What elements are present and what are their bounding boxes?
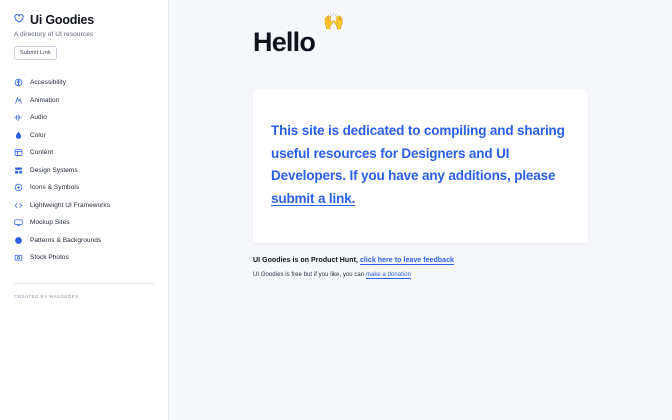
sidebar-credit: CREATED BY WASSEDEV xyxy=(14,293,79,299)
sidebar-item-label: Lightweight UI Frameworks xyxy=(30,201,110,209)
design-systems-icon xyxy=(14,166,23,175)
submit-link-button[interactable]: Submit Link xyxy=(14,46,57,60)
brand-title: Ui Goodies xyxy=(30,13,94,27)
photos-icon xyxy=(14,253,23,262)
sidebar-item-label: Icons & Symbols xyxy=(30,184,80,192)
submit-a-link-link[interactable]: submit a link. xyxy=(271,190,356,206)
sidebar-item-label: Design Systems xyxy=(30,166,78,174)
sidebar-item-lightweight-ui-frameworks[interactable] xyxy=(14,197,154,215)
accessibility-icon xyxy=(14,78,23,87)
sidebar-item-stock-photos[interactable] xyxy=(14,249,154,267)
color-drop-icon xyxy=(14,131,23,140)
intro-card xyxy=(253,90,588,243)
sidebar-divider xyxy=(14,283,154,284)
donation-note xyxy=(253,272,588,278)
sidebar-item-label: Animation xyxy=(30,96,60,104)
product-hunt-note xyxy=(253,257,588,264)
product-hunt-feedback-link[interactable]: click here to leave feedback xyxy=(359,256,454,264)
sidebar-item-animation[interactable] xyxy=(14,92,154,110)
brand-subtitle: A directory of UI resources xyxy=(14,31,94,38)
sidebar-item-audio[interactable] xyxy=(14,109,154,127)
make-a-donation-link[interactable]: make a donation xyxy=(365,271,412,278)
product-hunt-text: UI Goodies is on Product Hunt, xyxy=(253,256,360,264)
sidebar-item-content[interactable] xyxy=(14,144,154,162)
donation-text: UI Goodies is free but if you like, you can xyxy=(253,271,366,278)
mockup-icon xyxy=(14,218,23,227)
sidebar-item-design-systems[interactable] xyxy=(14,162,154,180)
content-icon xyxy=(14,148,23,157)
sidebar-item-label: Audio xyxy=(30,114,47,122)
sidebar-item-accessibility[interactable] xyxy=(14,74,154,92)
sidebar-item-icons-symbols[interactable] xyxy=(14,179,154,197)
sidebar-item-mockup-sites[interactable] xyxy=(14,214,154,232)
page-title: Hello xyxy=(253,27,316,58)
raising-hands-emoji-icon: 🙌 xyxy=(323,12,345,31)
brand[interactable] xyxy=(14,13,154,27)
sidebar-item-label: Content xyxy=(30,149,54,157)
sidebar-nav xyxy=(14,74,154,267)
sidebar-item-label: Patterns & Backgrounds xyxy=(30,236,102,244)
page-heading-row xyxy=(253,10,588,76)
icons-symbols-icon xyxy=(14,183,23,192)
patterns-icon xyxy=(14,236,23,245)
sidebar-item-patterns-backgrounds[interactable] xyxy=(14,232,154,250)
sidebar-item-label: Accessibility xyxy=(30,79,67,87)
sidebar-item-color[interactable] xyxy=(14,127,154,145)
main-content xyxy=(169,0,672,420)
sidebar-item-label: Mockup Sites xyxy=(30,219,70,227)
heart-icon xyxy=(14,14,24,26)
intro-card-text xyxy=(271,120,570,210)
intro-text-before: This site is dedicated to compiling and sharing useful resources for Designers and UI Developers. If you have any additions, please xyxy=(271,123,565,184)
code-icon xyxy=(14,201,23,210)
sidebar-item-label: Color xyxy=(30,131,46,139)
audio-icon xyxy=(14,113,23,122)
sidebar xyxy=(0,0,169,420)
sidebar-item-label: Stock Photos xyxy=(30,254,69,262)
animation-icon xyxy=(14,96,23,105)
